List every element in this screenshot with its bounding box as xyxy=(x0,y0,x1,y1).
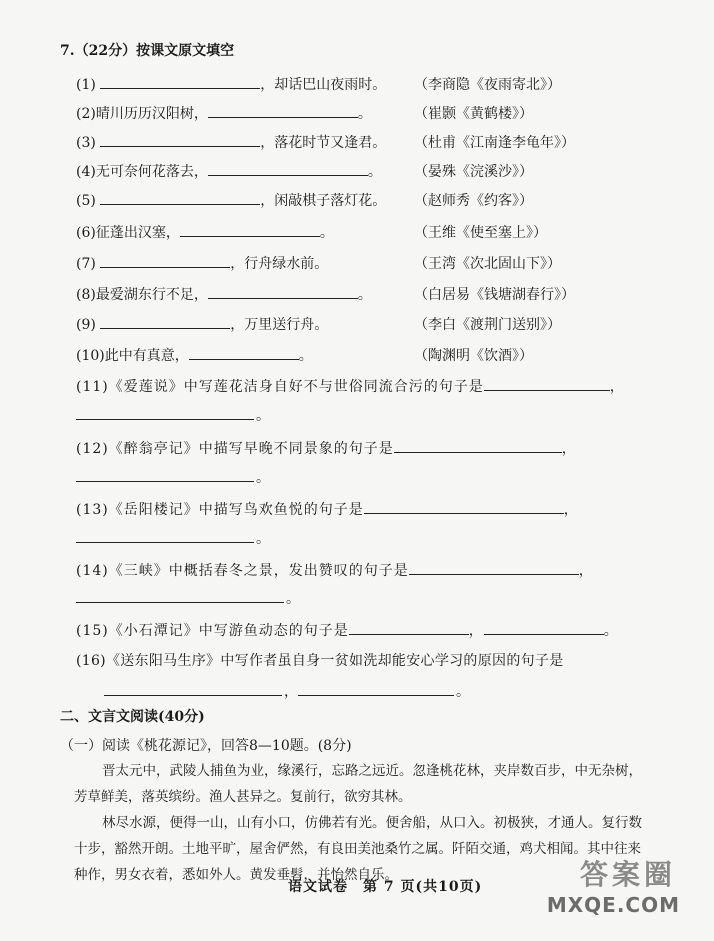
item-12 xyxy=(76,438,577,458)
item-text: ，落花时节又逢君。 xyxy=(260,135,387,151)
answer-blank[interactable] xyxy=(76,418,254,420)
answer-blank[interactable] xyxy=(100,192,260,205)
item-source: （白居易《钱塘湖春行》） xyxy=(414,287,575,303)
item-number: (9) xyxy=(76,317,96,333)
item-source: （王维《使至塞上》） xyxy=(414,225,547,241)
item-8 xyxy=(76,284,372,304)
item-7 xyxy=(76,253,328,273)
item-number: (8) xyxy=(76,287,96,303)
item-text: 。 xyxy=(298,348,313,364)
item-3 xyxy=(76,132,386,152)
item-number: (1) xyxy=(76,77,96,93)
item-5 xyxy=(76,190,386,210)
item-2 xyxy=(76,103,372,123)
item-text: (15)《小石潭记》中写游鱼动态的句子是 xyxy=(76,623,349,639)
section-subtitle: （一）阅读《桃花源记》，回答8—10题。(8分) xyxy=(60,738,352,754)
item-text: 此中有真意， xyxy=(104,348,189,364)
punct: 。 xyxy=(603,623,619,639)
item-text: 最爱湖东行不足， xyxy=(95,287,208,303)
watermark-logo: 答案圈 xyxy=(579,858,676,891)
watermark-site: MXQE.COM xyxy=(546,893,680,917)
answer-blank[interactable] xyxy=(100,76,260,89)
answer-blank[interactable] xyxy=(104,694,282,696)
punct: ， xyxy=(284,684,298,700)
item-text: (11)《爱莲说》中写莲花洁身自好不与世俗同流合污的句子是 xyxy=(76,379,484,395)
watermark xyxy=(510,858,700,927)
item-text: 。 xyxy=(367,164,382,180)
answer-blank[interactable] xyxy=(484,378,610,391)
item-source: （赵师秀《约客》） xyxy=(414,193,533,209)
item-1 xyxy=(76,74,386,94)
item-10 xyxy=(76,345,313,365)
item-text: 征蓬出汉塞， xyxy=(95,225,180,241)
punct: 。 xyxy=(256,408,270,424)
punct: 。 xyxy=(256,470,270,486)
item-number: (10) xyxy=(76,348,105,364)
item-13 xyxy=(76,499,579,519)
punct: ， xyxy=(561,441,577,457)
item-text: 晴川历历汉阳树， xyxy=(95,106,208,122)
item-text: ，行舟绿水前。 xyxy=(230,256,329,272)
passage-paragraph-2: 林尽水源，便得一山，山有小口，仿佛若有光。便舍船，从口入。初极狭，才通人。复行数十步，豁然开朗。土地平旷，屋舍俨然，有良田美池桑竹之属。阡陌交通，鸡犬相闻。其中往来种作，男女衣着，悉如外人。黄发垂髫，并怡然自乐。 xyxy=(74,815,642,883)
question-title: 7.（22分）按课文原文填空 xyxy=(60,43,235,59)
answer-blank[interactable] xyxy=(364,501,564,514)
item-text: 。 xyxy=(357,106,372,122)
item-11 xyxy=(76,376,625,396)
item-number: (2) xyxy=(76,106,96,122)
item-9 xyxy=(76,314,328,334)
item-text: (12)《醉翁亭记》中描写早晚不同景象的句子是 xyxy=(76,441,394,457)
punct: 。 xyxy=(456,684,470,700)
answer-blank[interactable] xyxy=(100,316,230,329)
punct: ， xyxy=(468,623,484,639)
answer-blank[interactable] xyxy=(76,480,254,482)
item-source: （崔颢《黄鹤楼》） xyxy=(414,106,533,122)
item-source: （晏殊《浣溪沙》） xyxy=(414,164,533,180)
item-text: ，却话巴山夜雨时。 xyxy=(260,77,387,93)
answer-blank[interactable] xyxy=(100,134,260,147)
answer-blank[interactable] xyxy=(76,541,254,543)
answer-blank[interactable] xyxy=(349,622,469,635)
item-text: 。 xyxy=(319,225,334,241)
answer-blank[interactable] xyxy=(76,601,284,603)
answer-blank[interactable] xyxy=(208,105,358,118)
punct: ， xyxy=(578,563,594,579)
item-source: （杜甫《江南逢李龟年》） xyxy=(414,135,575,151)
item-number: (4) xyxy=(76,164,96,180)
section-title: 二、文言文阅读(40分) xyxy=(60,709,205,725)
item-source: （王湾《次北固山下》） xyxy=(414,256,561,272)
answer-blank[interactable] xyxy=(208,286,358,299)
answer-blank[interactable] xyxy=(189,347,299,360)
item-15 xyxy=(76,620,619,640)
item-14 xyxy=(76,560,594,580)
answer-blank[interactable] xyxy=(394,440,562,453)
item-6 xyxy=(76,222,334,242)
answer-blank[interactable] xyxy=(208,163,368,176)
item-text: 。 xyxy=(357,287,372,303)
item-4 xyxy=(76,161,382,181)
item-number: (5) xyxy=(76,193,96,209)
item-text: (14)《三峡》中概括春冬之景，发出赞叹的句子是 xyxy=(76,563,409,579)
item-text: 无可奈何花落去， xyxy=(95,164,208,180)
item-source: （陶渊明《饮酒》） xyxy=(414,348,533,364)
punct: ， xyxy=(563,502,579,518)
item-source: （李白《渡荆门送别》） xyxy=(414,317,561,333)
item-16 xyxy=(76,650,564,670)
answer-blank[interactable] xyxy=(409,562,579,575)
punct: 。 xyxy=(286,591,300,607)
item-number: (7) xyxy=(76,256,96,272)
punct: ， xyxy=(609,379,625,395)
item-text: ，万里送行舟。 xyxy=(230,317,329,333)
item-number: (3) xyxy=(76,135,96,151)
answer-blank[interactable] xyxy=(180,224,320,237)
item-text: (13)《岳阳楼记》中描写鸟欢鱼悦的句子是 xyxy=(76,502,364,518)
page-footer: 语文试卷 第 7 页(共10页) xyxy=(288,879,483,895)
passage-paragraph-1: 晋太元中，武陵人捕鱼为业，缘溪行，忘路之远近。忽逢桃花林，夹岸数百步，中无杂树，芳草鲜美，落英缤纷。渔人甚异之。复前行，欲穷其林。 xyxy=(74,763,642,805)
item-number: (6) xyxy=(76,225,96,241)
item-text: ，闲敲棋子落灯花。 xyxy=(260,193,387,209)
answer-blank[interactable] xyxy=(298,694,454,696)
item-text: (16)《送东阳马生序》中写作者虽自身一贫如洗却能安心学习的原因的句子是 xyxy=(76,653,564,669)
answer-blank[interactable] xyxy=(484,622,604,635)
answer-blank[interactable] xyxy=(100,255,230,268)
punct: 。 xyxy=(256,531,270,547)
item-source: （李商隐《夜雨寄北》） xyxy=(414,77,561,93)
